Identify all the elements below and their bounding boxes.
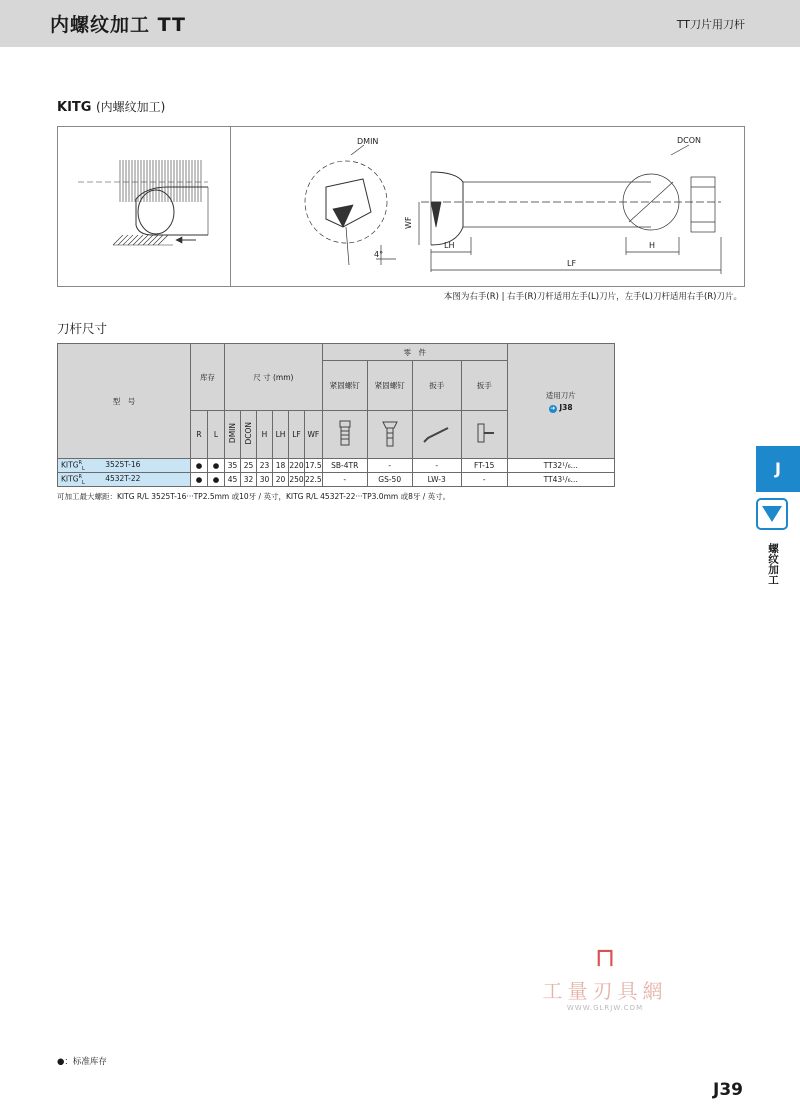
figure-note: 本图为右手(R) | 右手(R)刀杆适用左手(L)刀片，左手(L)刀杆适用右手(R)刀片。	[443, 292, 742, 302]
stock-r: ●	[191, 473, 208, 487]
header-screw-1: 紧固螺钉	[322, 361, 367, 411]
value-wrench1: -	[412, 459, 461, 473]
header-r: R	[191, 411, 208, 459]
watermark-text: 工量刃具網	[542, 979, 668, 1003]
value-wrench2: -	[461, 473, 507, 487]
header-parts: 零 件	[322, 344, 507, 361]
header-model: 型 号	[58, 344, 191, 459]
page-number: J39	[713, 1080, 743, 1100]
model-cell: $KITG^R_L$ 3525T-16	[58, 459, 191, 473]
table-footnote: 可加工最大螺距：KITG R/L 3525T-16···TP2.5mm 或10牙 / 英寸，KITG R/L 4532T-22···TP3.0mm 或8牙 / 英寸。	[57, 492, 451, 501]
header-insert	[507, 344, 614, 459]
value-insert: TT32¹/₆...	[507, 459, 614, 473]
value-insert: TT43¹/₆...	[507, 473, 614, 487]
value-lf: 220	[289, 459, 305, 473]
label-angle: 4°	[374, 250, 384, 259]
value-lf: 250	[289, 473, 305, 487]
header-dcon: DCON	[241, 411, 257, 459]
value-screw2: GS-50	[367, 473, 412, 487]
label-dcon: DCON	[677, 136, 702, 145]
technical-drawing	[57, 126, 745, 287]
value-dmin: 45	[225, 473, 241, 487]
value-screw1: SB-4TR	[322, 459, 367, 473]
value-lh: 20	[273, 473, 289, 487]
label-dmin: DMIN	[357, 137, 379, 146]
header-lf: LF	[289, 411, 305, 459]
label-lf: LF	[567, 259, 577, 268]
side-tab-label: 螺纹加工	[767, 543, 779, 585]
insert-ref: J38	[559, 402, 573, 412]
value-wrench2: FT-15	[461, 459, 507, 473]
header-dimensions: 尺 寸 (mm)	[225, 344, 323, 411]
section-title	[57, 98, 165, 115]
header-h: H	[257, 411, 273, 459]
watermark-url: WWW.GLRJW.COM	[566, 1004, 644, 1012]
section-title-main: KITG	[57, 100, 92, 115]
dimension-drawing	[231, 127, 743, 286]
screw-tapered-icon	[367, 411, 412, 459]
header-wrench-2: 扳手	[461, 361, 507, 411]
header-wrench-1: 扳手	[412, 361, 461, 411]
value-wf: 17.5	[305, 459, 323, 473]
machining-illustration	[58, 127, 230, 286]
table-title: 刀杆尺寸	[57, 321, 108, 336]
value-dmin: 35	[225, 459, 241, 473]
page-title: 内螺纹加工 TT	[50, 14, 186, 36]
label-lh: LH	[444, 241, 455, 250]
value-lh: 18	[273, 459, 289, 473]
value-dcon: 25	[241, 459, 257, 473]
stock-legend: ●：标准库存	[57, 1057, 107, 1067]
header-screw-2: 紧固螺钉	[367, 361, 412, 411]
thread-tool-icon	[756, 498, 788, 530]
table-row	[58, 473, 615, 487]
header-wf: WF	[305, 411, 323, 459]
header-dmin: DMIN	[225, 411, 241, 459]
insert-label: 适用刀片	[545, 390, 576, 400]
stock-l: ●	[208, 459, 225, 473]
hex-key-icon	[412, 411, 461, 459]
insert-ref-link[interactable]	[508, 403, 614, 413]
section-tab-j[interactable]: J	[756, 446, 800, 492]
workpiece-hatch	[113, 235, 168, 245]
stock-r: ●	[191, 459, 208, 473]
value-screw2: -	[367, 459, 412, 473]
header-lh: LH	[273, 411, 289, 459]
watermark-logo-icon: ⊓	[594, 943, 616, 973]
table-row	[58, 459, 615, 473]
thread-hatch-top	[120, 160, 201, 202]
value-wrench1: LW-3	[412, 473, 461, 487]
stock-l: ●	[208, 473, 225, 487]
arrow-circle-icon: ➜	[550, 404, 556, 412]
section-subtitle: (内螺纹加工)	[95, 100, 166, 114]
model-cell: $KITG^R_L$ 4532T-22	[58, 473, 191, 487]
watermark	[540, 943, 670, 1012]
page-category: TT刀片用刀杆	[676, 18, 745, 31]
label-h: H	[649, 241, 656, 250]
label-wf: WF	[404, 216, 413, 229]
header-l: L	[208, 411, 225, 459]
value-wf: 22.5	[305, 473, 323, 487]
torx-key-icon	[461, 411, 507, 459]
value-screw1: -	[322, 473, 367, 487]
value-h: 23	[257, 459, 273, 473]
spec-table	[57, 343, 615, 487]
header-stock: 库存	[191, 344, 225, 411]
screw-icon	[322, 411, 367, 459]
page-header	[0, 0, 800, 47]
value-dcon: 32	[241, 473, 257, 487]
value-h: 30	[257, 473, 273, 487]
